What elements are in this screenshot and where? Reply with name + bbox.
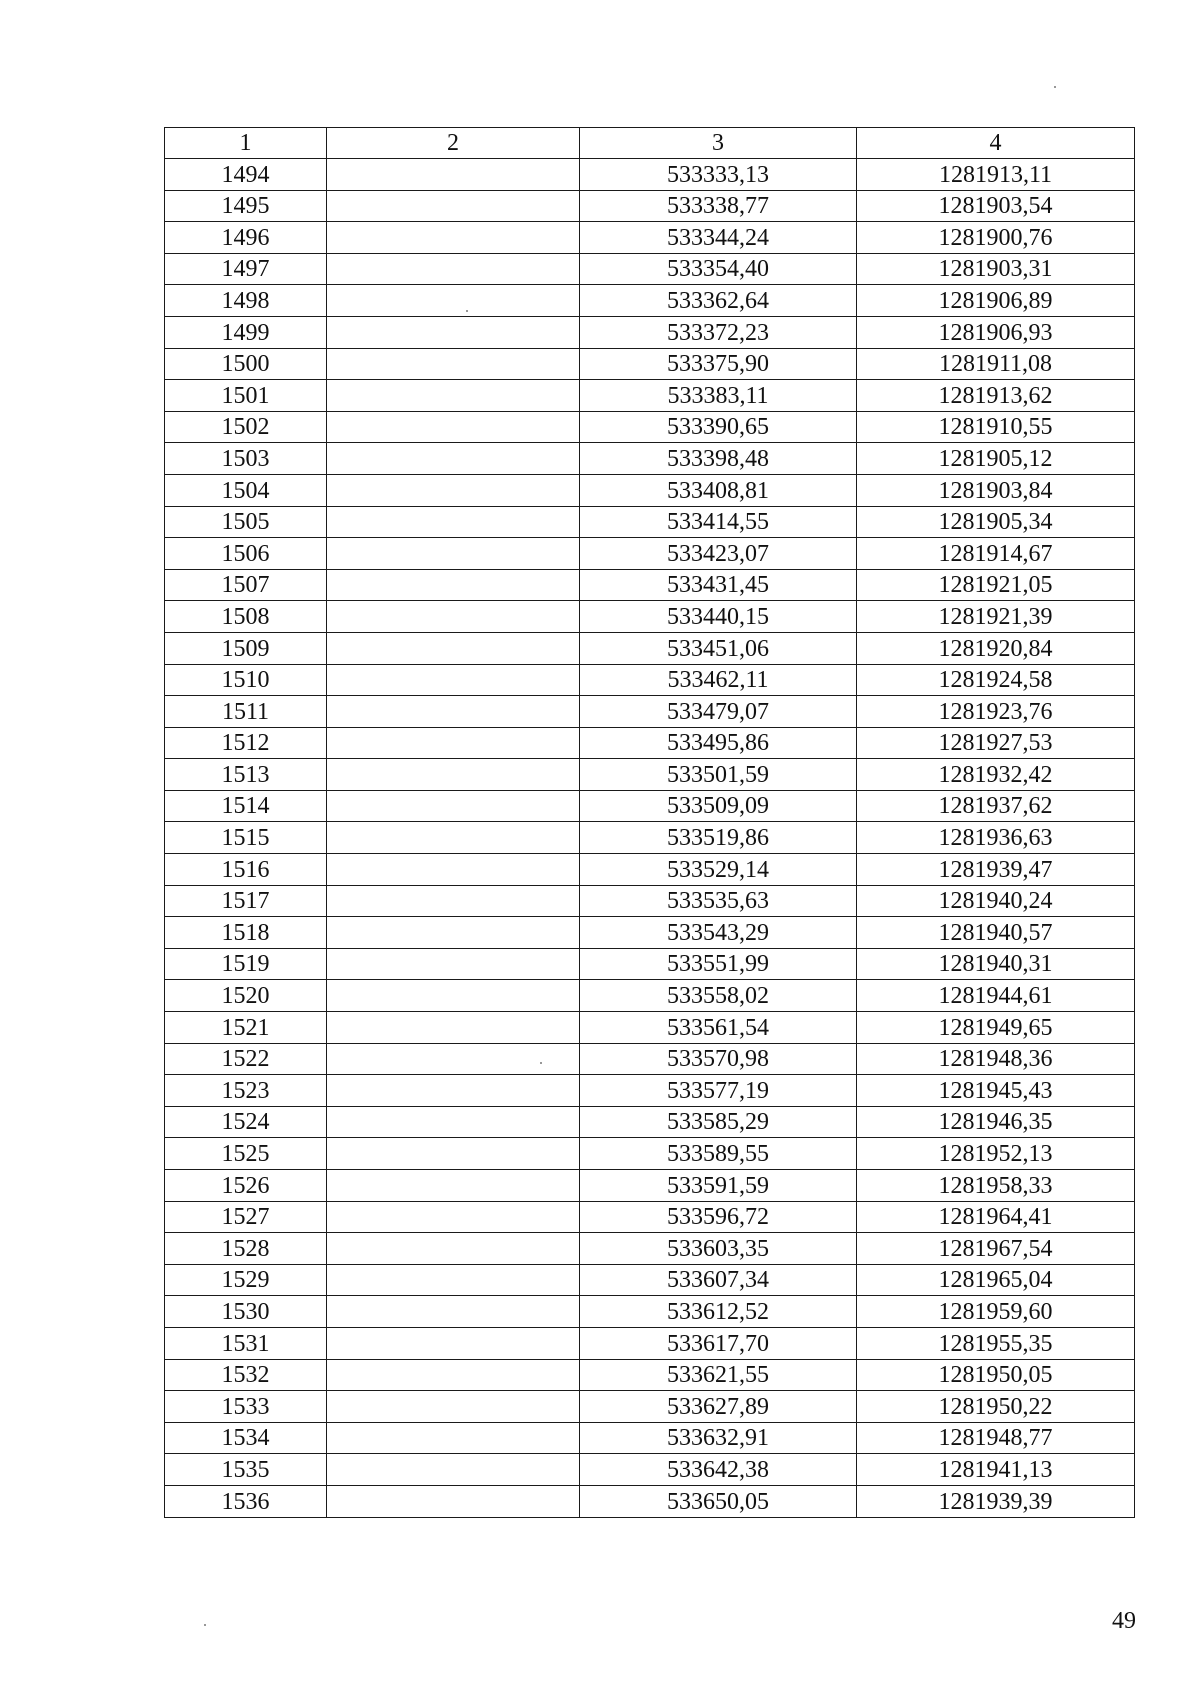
point-number-cell: 1494: [165, 159, 327, 191]
y-coordinate-cell: 1281903,31: [857, 253, 1135, 285]
table-header: [165, 128, 1135, 159]
point-number-cell: 1532: [165, 1359, 327, 1391]
y-coordinate-cell: 1281906,89: [857, 285, 1135, 317]
y-coordinate-cell: 1281948,77: [857, 1422, 1135, 1454]
point-number-cell: 1501: [165, 380, 327, 412]
y-coordinate-cell: 1281910,55: [857, 411, 1135, 443]
table-row: [165, 1264, 1135, 1296]
point-number-cell: 1500: [165, 348, 327, 380]
y-coordinate-cell: 1281948,36: [857, 1043, 1135, 1075]
y-coordinate-cell: 1281940,24: [857, 885, 1135, 917]
point-number-cell: 1508: [165, 601, 327, 633]
point-number-cell: 1520: [165, 980, 327, 1012]
y-coordinate-cell: 1281903,54: [857, 190, 1135, 222]
empty-cell: [327, 1327, 580, 1359]
point-number-cell: 1519: [165, 948, 327, 980]
point-number-cell: 1505: [165, 506, 327, 538]
x-coordinate-cell: 533509,09: [580, 790, 857, 822]
x-coordinate-cell: 533362,64: [580, 285, 857, 317]
table-row: [165, 854, 1135, 886]
empty-cell: [327, 506, 580, 538]
x-coordinate-cell: 533543,29: [580, 917, 857, 949]
y-coordinate-cell: 1281921,05: [857, 569, 1135, 601]
y-coordinate-cell: 1281941,13: [857, 1454, 1135, 1486]
column-header-4: 4: [857, 128, 1135, 159]
point-number-cell: 1523: [165, 1075, 327, 1107]
empty-cell: [327, 1233, 580, 1265]
column-header-1: 1: [165, 128, 327, 159]
table-row: [165, 822, 1135, 854]
point-number-cell: 1525: [165, 1138, 327, 1170]
empty-cell: [327, 664, 580, 696]
table-row: [165, 411, 1135, 443]
empty-cell: [327, 948, 580, 980]
x-coordinate-cell: 533344,24: [580, 222, 857, 254]
x-coordinate-cell: 533650,05: [580, 1485, 857, 1517]
empty-cell: [327, 759, 580, 791]
x-coordinate-cell: 533596,72: [580, 1201, 857, 1233]
table-row: [165, 759, 1135, 791]
y-coordinate-cell: 1281905,12: [857, 443, 1135, 475]
empty-cell: [327, 190, 580, 222]
point-number-cell: 1510: [165, 664, 327, 696]
x-coordinate-cell: 533383,11: [580, 380, 857, 412]
empty-cell: [327, 1075, 580, 1107]
table-row: [165, 948, 1135, 980]
x-coordinate-cell: 533408,81: [580, 474, 857, 506]
empty-cell: [327, 917, 580, 949]
y-coordinate-cell: 1281965,04: [857, 1264, 1135, 1296]
point-number-cell: 1496: [165, 222, 327, 254]
table-row: [165, 222, 1135, 254]
y-coordinate-cell: 1281944,61: [857, 980, 1135, 1012]
empty-cell: [327, 601, 580, 633]
x-coordinate-cell: 533627,89: [580, 1391, 857, 1423]
x-coordinate-cell: 533551,99: [580, 948, 857, 980]
table-row: [165, 506, 1135, 538]
y-coordinate-cell: 1281920,84: [857, 632, 1135, 664]
point-number-cell: 1504: [165, 474, 327, 506]
table-row: [165, 159, 1135, 191]
table-row: [165, 1391, 1135, 1423]
table-row: [165, 885, 1135, 917]
table-row: [165, 1201, 1135, 1233]
empty-cell: [327, 159, 580, 191]
y-coordinate-cell: 1281958,33: [857, 1170, 1135, 1202]
coordinates-table: [164, 127, 1135, 1518]
point-number-cell: 1524: [165, 1106, 327, 1138]
empty-cell: [327, 443, 580, 475]
point-number-cell: 1499: [165, 316, 327, 348]
page-number: 49: [1112, 1608, 1136, 1634]
point-number-cell: 1521: [165, 1012, 327, 1044]
table-row: [165, 474, 1135, 506]
y-coordinate-cell: 1281940,57: [857, 917, 1135, 949]
point-number-cell: 1522: [165, 1043, 327, 1075]
y-coordinate-cell: 1281923,76: [857, 696, 1135, 728]
point-number-cell: 1502: [165, 411, 327, 443]
table-row: [165, 569, 1135, 601]
y-coordinate-cell: 1281906,93: [857, 316, 1135, 348]
y-coordinate-cell: 1281921,39: [857, 601, 1135, 633]
point-number-cell: 1527: [165, 1201, 327, 1233]
x-coordinate-cell: 533585,29: [580, 1106, 857, 1138]
empty-cell: [327, 632, 580, 664]
table-row: [165, 1359, 1135, 1391]
table-row: [165, 348, 1135, 380]
y-coordinate-cell: 1281924,58: [857, 664, 1135, 696]
empty-cell: [327, 1106, 580, 1138]
empty-cell: [327, 538, 580, 570]
empty-cell: [327, 253, 580, 285]
y-coordinate-cell: 1281913,11: [857, 159, 1135, 191]
empty-cell: [327, 1485, 580, 1517]
x-coordinate-cell: 533354,40: [580, 253, 857, 285]
table-row: [165, 1075, 1135, 1107]
table-row: [165, 1043, 1135, 1075]
y-coordinate-cell: 1281905,34: [857, 506, 1135, 538]
point-number-cell: 1518: [165, 917, 327, 949]
x-coordinate-cell: 533577,19: [580, 1075, 857, 1107]
x-coordinate-cell: 533479,07: [580, 696, 857, 728]
point-number-cell: 1531: [165, 1327, 327, 1359]
x-coordinate-cell: 533375,90: [580, 348, 857, 380]
empty-cell: [327, 1359, 580, 1391]
empty-cell: [327, 1043, 580, 1075]
x-coordinate-cell: 533612,52: [580, 1296, 857, 1328]
y-coordinate-cell: 1281952,13: [857, 1138, 1135, 1170]
table-row: [165, 1012, 1135, 1044]
empty-cell: [327, 885, 580, 917]
table-row: [165, 790, 1135, 822]
empty-cell: [327, 1170, 580, 1202]
x-coordinate-cell: 533603,35: [580, 1233, 857, 1265]
table-row: [165, 1327, 1135, 1359]
point-number-cell: 1497: [165, 253, 327, 285]
column-header-2: 2: [327, 128, 580, 159]
point-number-cell: 1515: [165, 822, 327, 854]
point-number-cell: 1516: [165, 854, 327, 886]
y-coordinate-cell: 1281950,22: [857, 1391, 1135, 1423]
empty-cell: [327, 348, 580, 380]
point-number-cell: 1511: [165, 696, 327, 728]
y-coordinate-cell: 1281939,47: [857, 854, 1135, 886]
empty-cell: [327, 411, 580, 443]
scan-speck: [1054, 86, 1056, 88]
table-row: [165, 696, 1135, 728]
table-row: [165, 1233, 1135, 1265]
x-coordinate-cell: 533519,86: [580, 822, 857, 854]
empty-cell: [327, 1454, 580, 1486]
x-coordinate-cell: 533398,48: [580, 443, 857, 475]
x-coordinate-cell: 533617,70: [580, 1327, 857, 1359]
point-number-cell: 1530: [165, 1296, 327, 1328]
y-coordinate-cell: 1281946,35: [857, 1106, 1135, 1138]
y-coordinate-cell: 1281959,60: [857, 1296, 1135, 1328]
empty-cell: [327, 569, 580, 601]
x-coordinate-cell: 533501,59: [580, 759, 857, 791]
y-coordinate-cell: 1281937,62: [857, 790, 1135, 822]
point-number-cell: 1503: [165, 443, 327, 475]
scan-speck: [466, 310, 468, 312]
empty-cell: [327, 696, 580, 728]
empty-cell: [327, 316, 580, 348]
x-coordinate-cell: 533607,34: [580, 1264, 857, 1296]
point-number-cell: 1512: [165, 727, 327, 759]
x-coordinate-cell: 533431,45: [580, 569, 857, 601]
x-coordinate-cell: 533495,86: [580, 727, 857, 759]
table-row: [165, 253, 1135, 285]
header-row: [165, 128, 1135, 159]
point-number-cell: 1495: [165, 190, 327, 222]
y-coordinate-cell: 1281940,31: [857, 948, 1135, 980]
table-row: [165, 443, 1135, 475]
point-number-cell: 1506: [165, 538, 327, 570]
x-coordinate-cell: 533621,55: [580, 1359, 857, 1391]
point-number-cell: 1514: [165, 790, 327, 822]
point-number-cell: 1517: [165, 885, 327, 917]
table-row: [165, 980, 1135, 1012]
x-coordinate-cell: 533372,23: [580, 316, 857, 348]
scan-speck: [204, 1624, 206, 1626]
table-row: [165, 380, 1135, 412]
y-coordinate-cell: 1281967,54: [857, 1233, 1135, 1265]
point-number-cell: 1528: [165, 1233, 327, 1265]
empty-cell: [327, 790, 580, 822]
x-coordinate-cell: 533462,11: [580, 664, 857, 696]
point-number-cell: 1534: [165, 1422, 327, 1454]
y-coordinate-cell: 1281911,08: [857, 348, 1135, 380]
y-coordinate-cell: 1281939,39: [857, 1485, 1135, 1517]
point-number-cell: 1529: [165, 1264, 327, 1296]
y-coordinate-cell: 1281955,35: [857, 1327, 1135, 1359]
y-coordinate-cell: 1281936,63: [857, 822, 1135, 854]
point-number-cell: 1509: [165, 632, 327, 664]
point-number-cell: 1535: [165, 1454, 327, 1486]
empty-cell: [327, 980, 580, 1012]
table-row: [165, 1485, 1135, 1517]
table-row: [165, 190, 1135, 222]
column-header-3: 3: [580, 128, 857, 159]
empty-cell: [327, 222, 580, 254]
x-coordinate-cell: 533423,07: [580, 538, 857, 570]
table-row: [165, 1422, 1135, 1454]
x-coordinate-cell: 533440,15: [580, 601, 857, 633]
y-coordinate-cell: 1281900,76: [857, 222, 1135, 254]
empty-cell: [327, 1201, 580, 1233]
x-coordinate-cell: 533642,38: [580, 1454, 857, 1486]
empty-cell: [327, 727, 580, 759]
x-coordinate-cell: 533570,98: [580, 1043, 857, 1075]
y-coordinate-cell: 1281932,42: [857, 759, 1135, 791]
table-row: [165, 285, 1135, 317]
y-coordinate-cell: 1281964,41: [857, 1201, 1135, 1233]
table-row: [165, 664, 1135, 696]
table-row: [165, 316, 1135, 348]
x-coordinate-cell: 533338,77: [580, 190, 857, 222]
table-row: [165, 1138, 1135, 1170]
point-number-cell: 1536: [165, 1485, 327, 1517]
point-number-cell: 1513: [165, 759, 327, 791]
empty-cell: [327, 854, 580, 886]
point-number-cell: 1533: [165, 1391, 327, 1423]
x-coordinate-cell: 533591,59: [580, 1170, 857, 1202]
table-body: [165, 159, 1135, 1518]
x-coordinate-cell: 533333,13: [580, 159, 857, 191]
x-coordinate-cell: 533451,06: [580, 632, 857, 664]
empty-cell: [327, 1391, 580, 1423]
empty-cell: [327, 822, 580, 854]
x-coordinate-cell: 533589,55: [580, 1138, 857, 1170]
table-row: [165, 632, 1135, 664]
x-coordinate-cell: 533535,63: [580, 885, 857, 917]
x-coordinate-cell: 533414,55: [580, 506, 857, 538]
empty-cell: [327, 1012, 580, 1044]
table-row: [165, 601, 1135, 633]
x-coordinate-cell: 533558,02: [580, 980, 857, 1012]
point-number-cell: 1507: [165, 569, 327, 601]
table-row: [165, 538, 1135, 570]
y-coordinate-cell: 1281949,65: [857, 1012, 1135, 1044]
y-coordinate-cell: 1281903,84: [857, 474, 1135, 506]
table-row: [165, 917, 1135, 949]
table-row: [165, 1454, 1135, 1486]
y-coordinate-cell: 1281950,05: [857, 1359, 1135, 1391]
empty-cell: [327, 1138, 580, 1170]
point-number-cell: 1498: [165, 285, 327, 317]
scan-speck: [540, 1062, 542, 1064]
empty-cell: [327, 285, 580, 317]
table-row: [165, 1170, 1135, 1202]
empty-cell: [327, 380, 580, 412]
y-coordinate-cell: 1281945,43: [857, 1075, 1135, 1107]
y-coordinate-cell: 1281927,53: [857, 727, 1135, 759]
point-number-cell: 1526: [165, 1170, 327, 1202]
y-coordinate-cell: 1281914,67: [857, 538, 1135, 570]
table-row: [165, 727, 1135, 759]
x-coordinate-cell: 533632,91: [580, 1422, 857, 1454]
empty-cell: [327, 1422, 580, 1454]
empty-cell: [327, 1296, 580, 1328]
table-row: [165, 1296, 1135, 1328]
table-row: [165, 1106, 1135, 1138]
y-coordinate-cell: 1281913,62: [857, 380, 1135, 412]
empty-cell: [327, 474, 580, 506]
x-coordinate-cell: 533561,54: [580, 1012, 857, 1044]
x-coordinate-cell: 533390,65: [580, 411, 857, 443]
empty-cell: [327, 1264, 580, 1296]
x-coordinate-cell: 533529,14: [580, 854, 857, 886]
